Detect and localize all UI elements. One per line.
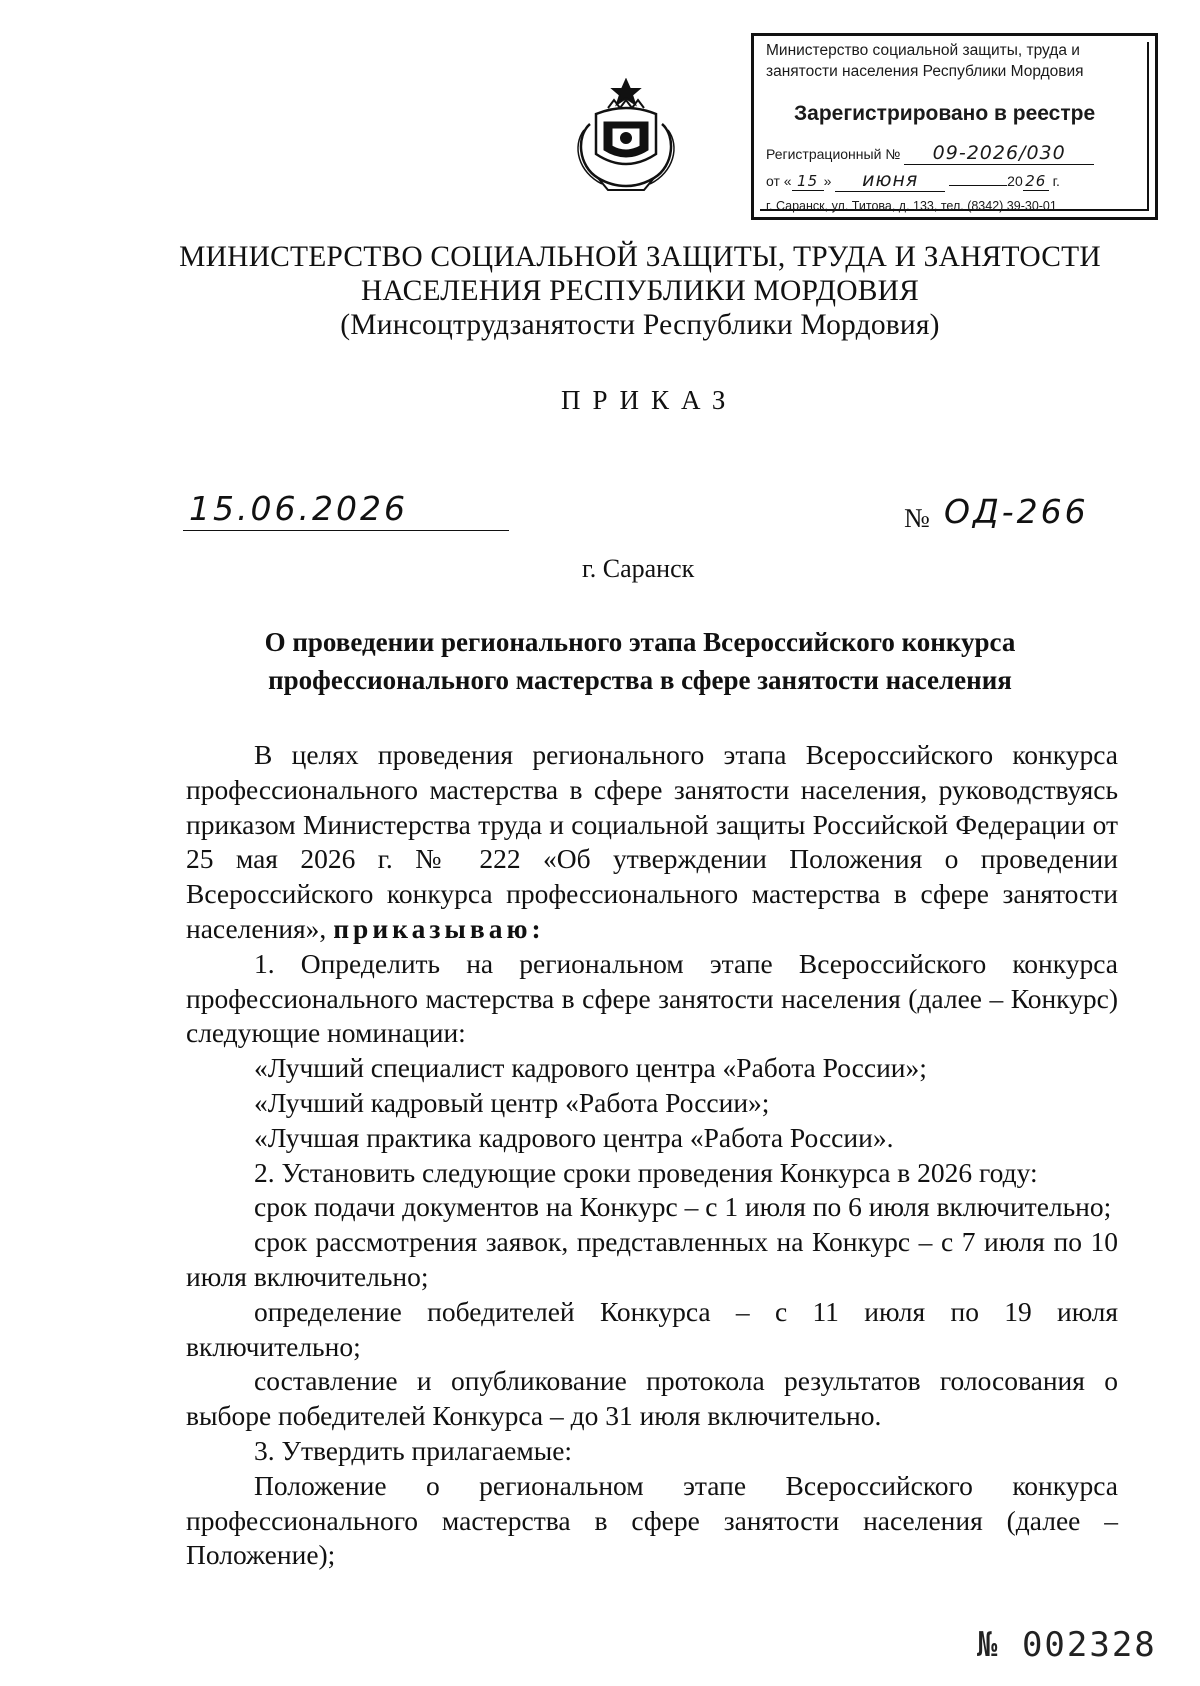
- term-1: срок подачи документов на Конкурс – с 1 июля по 6 июля включительно;: [254, 1191, 1112, 1223]
- intro-paragraph: [186, 738, 1118, 947]
- intro-command: приказываю:: [333, 912, 545, 944]
- ministry-short-name: (Минсоцтрудзанятости Республики Мордовия): [340, 309, 940, 341]
- item-3: 3. Утвердить прилагаемые:: [254, 1434, 573, 1466]
- order-number-label: №: [904, 503, 930, 533]
- order-body: [186, 738, 1118, 1573]
- order-title-line1: О проведении регионального этапа Всероссийского конкурса: [264, 627, 1016, 657]
- stamp-year-prefix: 20: [1007, 173, 1023, 189]
- order-title-line2: профессионального мастерства в сфере занятости населения: [268, 665, 1012, 695]
- item-1: 1. Определить на региональном этапе Всероссийского конкурса профессионального мастерства в сфере занятости населения (далее – Конкурс) следующие номинации:: [186, 947, 1118, 1049]
- stamp-reg-label: Регистрационный №: [766, 146, 901, 162]
- stamp-ministry-name: Министерство социальной защиты, труда и занятости населения Республики Мордовия: [766, 42, 1084, 80]
- approve-1: Положение о региональном этапе Всероссийского конкурса профессионального мастерства в сфере занятости населения (далее – Положение);: [186, 1469, 1118, 1571]
- order-date: 15.06.2026: [189, 489, 408, 528]
- order-title: [0, 623, 1200, 699]
- stamp-year-end: г.: [1052, 173, 1060, 189]
- stamp-year-suffix: 26: [1023, 172, 1049, 191]
- stamp-month-line: [949, 185, 1007, 186]
- ministry-name-line2: НАСЕЛЕНИЯ РЕСПУБЛИКИ МОРДОВИЯ: [361, 275, 919, 307]
- term-2: срок рассмотрения заявок, представленных на Конкурс – с 7 июля по 10 июля включительно;: [186, 1226, 1118, 1292]
- intro-text: В целях проведения регионального этапа Всероссийского конкурса профессионального мастерства в сфере занятости населения, руководствуясь приказом Министерства труда и социальной защиты Российской Федерации от 25 мая 2026 г. № 222 «Об утверждении Положения о проведении Всероссийского конкурса профессионального мастерства в сфере занятости населения»,: [186, 739, 1118, 944]
- term-3: определение победителей Конкурса – с 11 июля по 19 июля включительно;: [186, 1295, 1118, 1362]
- registration-stamp: [751, 33, 1158, 220]
- item-2: 2. Установить следующие сроки проведения Конкурса в 2026 году:: [254, 1156, 1038, 1188]
- form-serial-number: № 002328: [977, 1625, 1157, 1665]
- nomination-2: «Лучший кадровый центр «Работа России»;: [254, 1086, 770, 1118]
- stamp-day: 15: [792, 172, 824, 191]
- order-city: г. Саранск: [582, 554, 695, 583]
- stamp-reg-number-row: [766, 142, 1094, 165]
- stamp-day-close: »: [823, 173, 832, 189]
- stamp-registered-label: Зарегистрировано в реестре: [794, 102, 1096, 125]
- stamp-from-label: от «: [766, 173, 792, 189]
- order-number: ОД-266: [944, 492, 1089, 531]
- stamp-month: июня: [835, 169, 945, 192]
- stamp-reg-number: 09-2026/030: [904, 142, 1094, 165]
- order-date-field: [183, 490, 509, 531]
- ministry-name-line1: МИНИСТЕРСТВО СОЦИАЛЬНОЙ ЗАЩИТЫ, ТРУДА И ЗАНЯТОСТИ: [179, 241, 1101, 273]
- ministry-header: [0, 240, 1200, 342]
- term-4: составление и опубликование протокола результатов голосования о выборе победителей Конкурса – до 31 июля включительно.: [186, 1365, 1118, 1432]
- document-type: ПРИКАЗ: [561, 385, 738, 415]
- nomination-1: «Лучший специалист кадрового центра «Работа России»;: [254, 1052, 927, 1084]
- coat-of-arms-emblem: [568, 78, 686, 194]
- stamp-address: г. Саранск, ул. Титова, д. 133, тел. (8342) 39-30-01: [766, 199, 1057, 213]
- nomination-3: «Лучшая практика кадрового центра «Работа России».: [254, 1121, 894, 1153]
- stamp-date-row: [766, 169, 1060, 192]
